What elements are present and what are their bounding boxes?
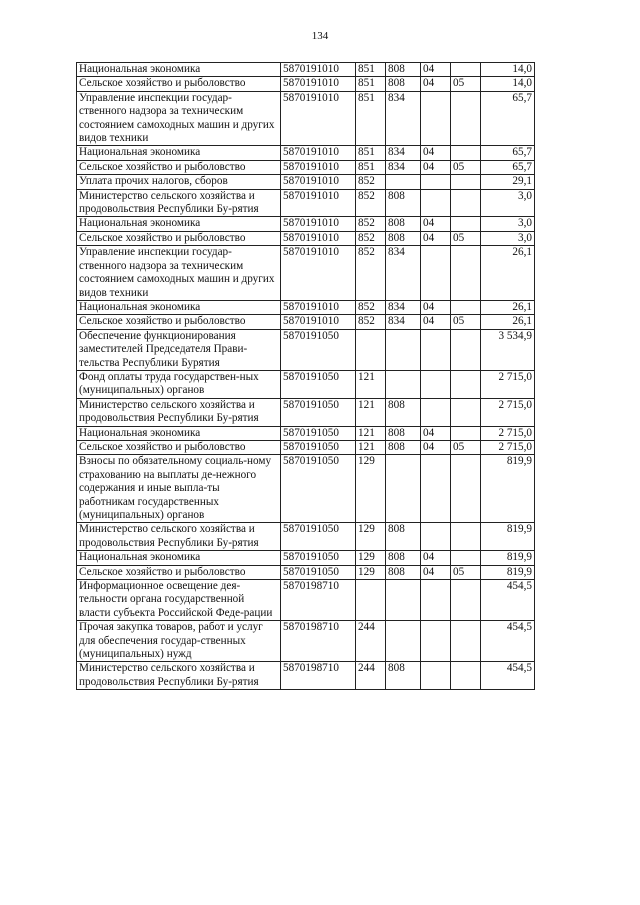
subsection-cell: 05 [451,440,481,454]
ministry-code-cell: 808 [386,189,421,217]
target-article-cell: 5870198710 [281,662,356,690]
row-name-cell: Министерство сельского хозяйства и продовольствия Республики Бу-рятия [77,523,281,551]
amount-cell: 819,9 [481,523,535,551]
expense-type-cell: 851 [356,160,386,174]
table-row [77,315,535,329]
subsection-cell [451,217,481,231]
ministry-code-cell: 808 [386,398,421,426]
amount-cell: 65,7 [481,146,535,160]
section-cell [421,91,451,146]
section-cell [421,175,451,189]
row-name-cell: Сельское хозяйство и рыболовство [77,440,281,454]
amount-cell: 26,1 [481,315,535,329]
expense-type-cell: 129 [356,523,386,551]
section-cell [421,662,451,690]
target-article-cell: 5870191010 [281,246,356,301]
row-name-cell: Уплата прочих налогов, сборов [77,175,281,189]
subsection-cell [451,523,481,551]
row-name-cell: Национальная экономика [77,63,281,77]
section-cell: 04 [421,63,451,77]
section-cell [421,455,451,523]
ministry-code-cell: 808 [386,565,421,579]
amount-cell: 2 715,0 [481,370,535,398]
table-row [77,580,535,621]
ministry-code-cell [386,370,421,398]
ministry-code-cell: 834 [386,246,421,301]
subsection-cell [451,551,481,565]
target-article-cell: 5870198710 [281,580,356,621]
amount-cell: 2 715,0 [481,398,535,426]
section-cell: 04 [421,426,451,440]
expense-type-cell: 121 [356,398,386,426]
ministry-code-cell [386,455,421,523]
target-article-cell: 5870191010 [281,231,356,245]
amount-cell: 819,9 [481,455,535,523]
subsection-cell [451,146,481,160]
amount-cell: 819,9 [481,565,535,579]
table-body [77,63,535,690]
ministry-code-cell: 834 [386,146,421,160]
row-name-cell: Информационное освещение дея-тельности органа государственной власти субъекта Российской Феде-рации [77,580,281,621]
subsection-cell: 05 [451,565,481,579]
table-row [77,175,535,189]
row-name-cell: Управление инспекции государ-ственного надзора за техническим состоянием самоходных машин и других видов техники [77,91,281,146]
table-row [77,231,535,245]
target-article-cell: 5870191010 [281,63,356,77]
table-row [77,63,535,77]
table-row [77,91,535,146]
expense-type-cell: 851 [356,63,386,77]
section-cell [421,246,451,301]
section-cell [421,189,451,217]
table-row [77,77,535,91]
amount-cell: 65,7 [481,160,535,174]
row-name-cell: Прочая закупка товаров, работ и услуг для обеспечения государ-ственных (муниципальных) нужд [77,621,281,662]
target-article-cell: 5870191010 [281,217,356,231]
row-name-cell: Взносы по обязательному социаль-ному страхованию на выплаты де-нежного содержания и иные выпла-ты работникам государственных (муниципальных) органов [77,455,281,523]
ministry-code-cell [386,621,421,662]
ministry-code-cell: 808 [386,440,421,454]
expense-type-cell: 121 [356,370,386,398]
table-row [77,565,535,579]
section-cell [421,523,451,551]
expense-type-cell: 852 [356,217,386,231]
ministry-code-cell [386,175,421,189]
ministry-code-cell: 808 [386,217,421,231]
subsection-cell [451,662,481,690]
subsection-cell [451,580,481,621]
ministry-code-cell: 834 [386,300,421,314]
section-cell: 04 [421,146,451,160]
table-row [77,329,535,370]
section-cell: 04 [421,160,451,174]
amount-cell: 819,9 [481,551,535,565]
row-name-cell: Национальная экономика [77,551,281,565]
amount-cell: 454,5 [481,621,535,662]
row-name-cell: Министерство сельского хозяйства и продовольствия Республики Бу-рятия [77,662,281,690]
section-cell [421,398,451,426]
subsection-cell: 05 [451,160,481,174]
row-name-cell: Министерство сельского хозяйства и продовольствия Республики Бу-рятия [77,189,281,217]
section-cell [421,580,451,621]
expense-type-cell: 129 [356,565,386,579]
expense-type-cell: 851 [356,77,386,91]
subsection-cell [451,455,481,523]
ministry-code-cell: 808 [386,523,421,551]
section-cell [421,370,451,398]
table-row [77,300,535,314]
subsection-cell [451,329,481,370]
amount-cell: 2 715,0 [481,426,535,440]
target-article-cell: 5870191050 [281,440,356,454]
table-row [77,662,535,690]
section-cell: 04 [421,565,451,579]
expense-type-cell: 852 [356,175,386,189]
amount-cell: 3,0 [481,189,535,217]
expense-type-cell: 129 [356,455,386,523]
expense-type-cell: 852 [356,315,386,329]
section-cell: 04 [421,440,451,454]
expense-type-cell: 851 [356,91,386,146]
row-name-cell: Сельское хозяйство и рыболовство [77,315,281,329]
expense-type-cell: 129 [356,551,386,565]
row-name-cell: Управление инспекции государ-ственного надзора за техническим состоянием самоходных машин и других видов техники [77,246,281,301]
table-row [77,160,535,174]
ministry-code-cell: 808 [386,551,421,565]
expense-type-cell: 121 [356,440,386,454]
expense-type-cell: 852 [356,246,386,301]
section-cell [421,621,451,662]
expense-type-cell [356,580,386,621]
row-name-cell: Обеспечение функционирования заместителей Председателя Прави-тельства Республики Бурятия [77,329,281,370]
target-article-cell: 5870191050 [281,398,356,426]
section-cell: 04 [421,551,451,565]
page-number: 134 [311,30,329,42]
ministry-code-cell: 834 [386,160,421,174]
amount-cell: 454,5 [481,580,535,621]
ministry-code-cell: 808 [386,63,421,77]
subsection-cell: 05 [451,315,481,329]
table-row [77,455,535,523]
subsection-cell [451,426,481,440]
table-row [77,398,535,426]
expense-type-cell: 852 [356,231,386,245]
subsection-cell [451,246,481,301]
ministry-code-cell: 808 [386,77,421,91]
subsection-cell: 05 [451,231,481,245]
amount-cell: 3 534,9 [481,329,535,370]
target-article-cell: 5870191010 [281,160,356,174]
target-article-cell: 5870191050 [281,329,356,370]
table-row [77,370,535,398]
amount-cell: 65,7 [481,91,535,146]
section-cell: 04 [421,217,451,231]
row-name-cell: Сельское хозяйство и рыболовство [77,565,281,579]
table-row [77,621,535,662]
table-row [77,426,535,440]
expense-type-cell [356,329,386,370]
ministry-code-cell: 808 [386,231,421,245]
section-cell: 04 [421,77,451,91]
subsection-cell [451,300,481,314]
row-name-cell: Сельское хозяйство и рыболовство [77,77,281,91]
row-name-cell: Национальная экономика [77,300,281,314]
target-article-cell: 5870191050 [281,523,356,551]
subsection-cell [451,175,481,189]
ministry-code-cell: 834 [386,91,421,146]
row-name-cell: Национальная экономика [77,146,281,160]
target-article-cell: 5870191050 [281,426,356,440]
target-article-cell: 5870191050 [281,455,356,523]
target-article-cell: 5870191010 [281,315,356,329]
target-article-cell: 5870191050 [281,565,356,579]
target-article-cell: 5870191010 [281,300,356,314]
section-cell: 04 [421,315,451,329]
ministry-code-cell: 808 [386,426,421,440]
amount-cell: 454,5 [481,662,535,690]
amount-cell: 3,0 [481,231,535,245]
expense-type-cell: 852 [356,300,386,314]
expense-type-cell: 244 [356,662,386,690]
target-article-cell: 5870191010 [281,77,356,91]
table-row [77,551,535,565]
ministry-code-cell: 808 [386,662,421,690]
section-cell [421,329,451,370]
table-row [77,146,535,160]
expense-type-cell: 244 [356,621,386,662]
table-row [77,523,535,551]
table-row [77,440,535,454]
table-row [77,189,535,217]
amount-cell: 3,0 [481,217,535,231]
expense-type-cell: 121 [356,426,386,440]
expense-type-cell: 852 [356,189,386,217]
target-article-cell: 5870191010 [281,175,356,189]
ministry-code-cell [386,329,421,370]
subsection-cell: 05 [451,77,481,91]
subsection-cell [451,189,481,217]
subsection-cell [451,621,481,662]
table-row [77,246,535,301]
amount-cell: 26,1 [481,300,535,314]
amount-cell: 14,0 [481,63,535,77]
subsection-cell [451,370,481,398]
row-name-cell: Министерство сельского хозяйства и продовольствия Республики Бу-рятия [77,398,281,426]
section-cell: 04 [421,300,451,314]
expense-type-cell: 851 [356,146,386,160]
section-cell: 04 [421,231,451,245]
row-name-cell: Сельское хозяйство и рыболовство [77,160,281,174]
amount-cell: 26,1 [481,246,535,301]
target-article-cell: 5870191010 [281,91,356,146]
row-name-cell: Национальная экономика [77,217,281,231]
subsection-cell [451,91,481,146]
target-article-cell: 5870198710 [281,621,356,662]
target-article-cell: 5870191050 [281,551,356,565]
amount-cell: 2 715,0 [481,440,535,454]
target-article-cell: 5870191010 [281,189,356,217]
row-name-cell: Фонд оплаты труда государствен-ных (муниципальных) органов [77,370,281,398]
ministry-code-cell [386,580,421,621]
table-row [77,217,535,231]
subsection-cell [451,398,481,426]
budget-table [76,62,535,690]
amount-cell: 29,1 [481,175,535,189]
ministry-code-cell: 834 [386,315,421,329]
row-name-cell: Национальная экономика [77,426,281,440]
subsection-cell [451,63,481,77]
target-article-cell: 5870191010 [281,146,356,160]
row-name-cell: Сельское хозяйство и рыболовство [77,231,281,245]
target-article-cell: 5870191050 [281,370,356,398]
amount-cell: 14,0 [481,77,535,91]
